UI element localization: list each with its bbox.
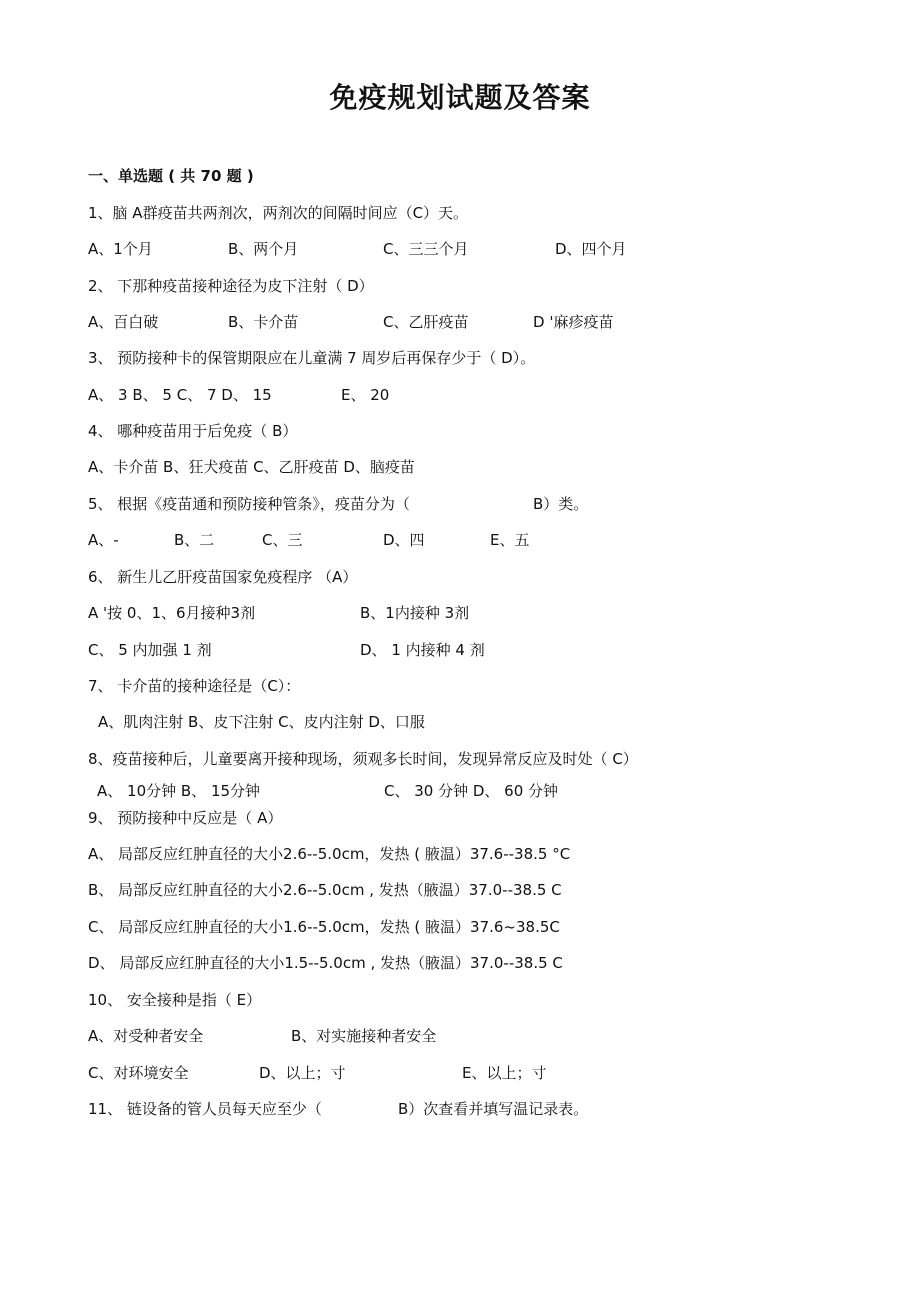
question-5-option-c: C、三: [262, 531, 303, 549]
question-3-option-e: E、 20: [341, 386, 390, 404]
question-1-option-b: B、两个月: [228, 240, 299, 258]
question-7-stem: 7、 卡介苗的接种途径是（C）：: [88, 677, 301, 695]
question-5-option-e: E、五: [490, 531, 530, 549]
question-8-stem: 8、疫苗接种后，儿童要离开接种现场，须观多长时间，发现异常反应及时处（ C）: [88, 750, 638, 768]
question-9-option-a: A、 局部反应红肿直径的大小2.6--5.0cm，发热 ( 腋温）37.6--38.5 °C: [88, 845, 571, 863]
question-3-stem: 3、 预防接种卡的保管期限应在儿童满 7 周岁后再保存少于（ D）。: [88, 349, 536, 367]
question-1-option-c: C、三三个月: [383, 240, 469, 258]
question-1-stem: 1、脑 A群疫苗共两剂次，两剂次的间隔时间应（C）天。: [88, 204, 469, 222]
question-5-option-d: D、四: [383, 531, 425, 549]
question-10-stem: 10、 安全接种是指（ E）: [88, 991, 262, 1009]
question-6-option-d: D、 1 内接种 4 剂: [360, 641, 485, 659]
question-5-stem-answer: B）类。: [533, 495, 589, 513]
question-9-option-c: C、 局部反应红肿直径的大小1.6--5.0cm，发热 ( 腋温）37.6~38.5C: [88, 918, 560, 936]
question-5-option-b: B、二: [174, 531, 215, 549]
question-5-option-a: A、-: [88, 531, 119, 549]
question-4-options: A、卡介苗 B、狂犬疫苗 C、乙肝疫苗 D、脑疫苗: [88, 458, 415, 476]
question-3-options-a-to-d: A、 3 B、 5 C、 7 D、 15: [88, 386, 272, 404]
question-9-option-b: B、 局部反应红肿直径的大小2.6--5.0cm , 发热（腋温）37.0--38.5 C: [88, 881, 562, 899]
question-1-option-d: D、四个月: [555, 240, 627, 258]
question-6-option-a: A '按 0、1、6月接种3剂: [88, 604, 256, 622]
question-2-option-d: D '麻疹疫苗: [533, 313, 614, 331]
question-7-options: A、肌肉注射 B、皮下注射 C、皮内注射 D、口服: [98, 713, 425, 731]
question-10-option-a: A、对受种者安全: [88, 1027, 204, 1045]
question-9-stem: 9、 预防接种中反应是（ A）: [88, 809, 283, 827]
question-2-option-a: A、百白破: [88, 313, 159, 331]
question-2-option-b: B、卡介苗: [228, 313, 299, 331]
question-9-option-d: D、 局部反应红肿直径的大小1.5--5.0cm , 发热（腋温）37.0--38.5 C: [88, 954, 563, 972]
question-10-option-d: D、以上；寸: [259, 1064, 346, 1082]
question-5-stem: 5、 根据《疫苗通和预防接种管条》，疫苗分为（: [88, 495, 410, 513]
question-8-options-a-b: A、 10分钟 B、 15分钟: [97, 782, 261, 800]
question-2-option-c: C、乙肝疫苗: [383, 313, 469, 331]
question-6-option-c: C、 5 内加强 1 剂: [88, 641, 212, 659]
question-11-stem-answer: B）次查看并填写温记录表。: [398, 1100, 589, 1118]
question-1-option-a: A、1个月: [88, 240, 153, 258]
question-10-option-b: B、对实施接种者安全: [291, 1027, 437, 1045]
question-8-options-c-d: C、 30 分钟 D、 60 分钟: [384, 782, 559, 800]
document-title: 免疫规划试题及答案: [329, 81, 591, 114]
question-6-stem: 6、 新生儿乙肝疫苗国家免疫程序 （A）: [88, 568, 358, 586]
question-2-stem: 2、 下那种疫苗接种途径为皮下注射（ D）: [88, 277, 374, 295]
question-10-option-c: C、对环境安全: [88, 1064, 189, 1082]
question-6-option-b: B、1内接种 3剂: [360, 604, 470, 622]
section-heading: 一、单选题 ( 共 70 题 ): [88, 167, 254, 185]
question-11-stem: 11、 链设备的管人员每天应至少（: [88, 1100, 322, 1118]
question-4-stem: 4、 哪种疫苗用于后免疫（ B）: [88, 422, 298, 440]
question-10-option-e: E、以上；寸: [462, 1064, 547, 1082]
